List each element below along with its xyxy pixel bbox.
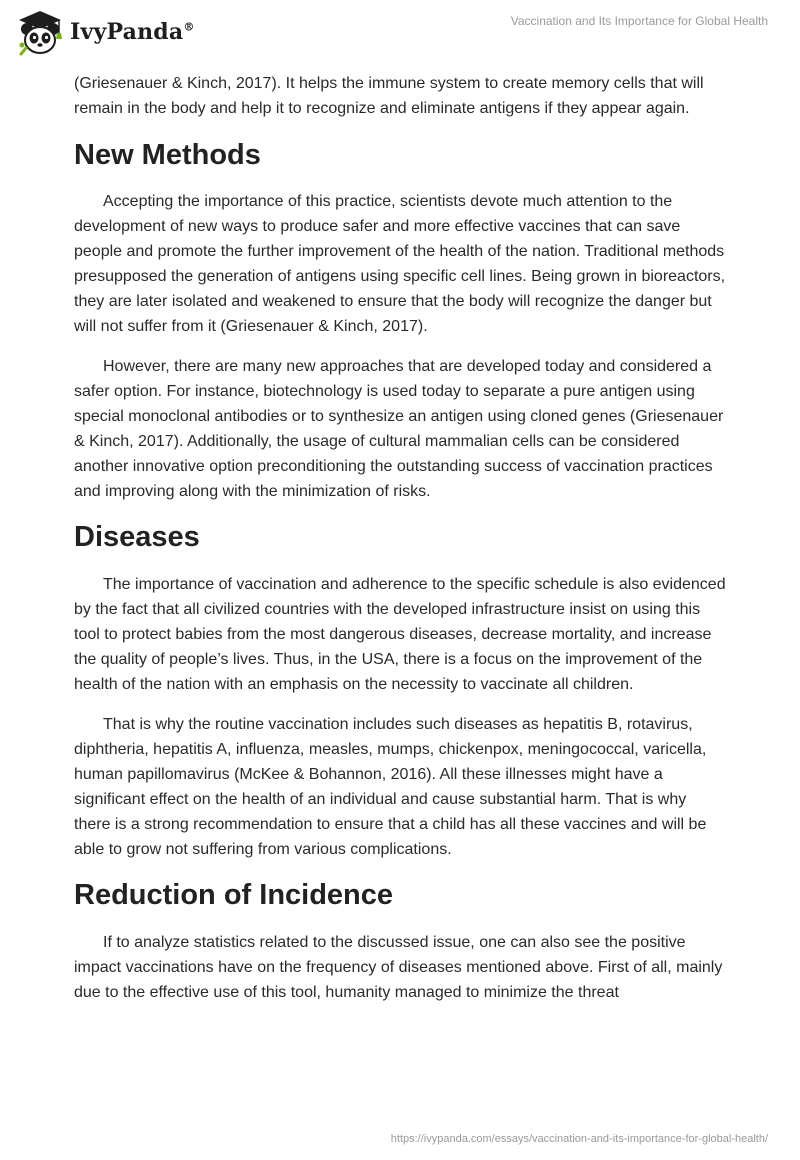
reduction-paragraph-1: If to analyze statistics related to the discussed issue, one can also see the positive impact vaccinations have on the frequency of diseases mentioned above. First of all, mainly due to the effective use of this tool, humanity managed to minimize the threat bbox=[74, 934, 723, 1001]
brand-name: IvyPanda® bbox=[70, 19, 195, 45]
source-url[interactable]: https://ivypanda.com/essays/vaccination-and-its-importance-for-global-health/ bbox=[390, 1133, 768, 1145]
intro-paragraph: (Griesenauer & Kinch, 2017). It helps the immune system to create memory cells that will remain in the body and help it to recognize and eliminate antigens if they appear again. bbox=[74, 75, 704, 117]
registered-mark: ® bbox=[183, 20, 195, 34]
diseases-paragraph-1: The importance of vaccination and adherence to the specific schedule is also evidenced by the fact that all civilized countries with the developed infrastructure insist on using this tool to protect babies from the most dangerous diseases, decrease mortality, and increase the quality of people’s lives. Thus, in the USA, there is a focus on the improvement of the health of the nation with an emphasis on the necessity to vaccinate all children. bbox=[74, 576, 726, 693]
diseases-paragraph-2: That is why the routine vaccination includes such diseases as hepatitis B, rotavirus, diphtheria, hepatitis A, influenza, measles, mumps, chickenpox, meningococcal, varicella, human papillomavirus (McKee & Bohannon, 2016). All these illnesses might have a significant effect on the health of an individual and cause substantial harm. That is why there is a strong recommendation to ensure that a child has all these vaccines and will be able to grow not suffering from various complications. bbox=[74, 716, 707, 858]
page-header bbox=[0, 0, 800, 70]
document-title: Vaccination and Its Importance for Global Health bbox=[510, 14, 768, 28]
panda-mascot-icon bbox=[14, 8, 66, 56]
section-heading-diseases: Diseases bbox=[74, 521, 200, 553]
section-heading-new-methods: New Methods bbox=[74, 139, 261, 171]
ivypanda-logo[interactable] bbox=[14, 8, 195, 56]
new-methods-paragraph-2: However, there are many new approaches that are developed today and considered a safer option. For instance, biotechnology is used today to separate a pure antigen using special monoclonal antibodies or to synthesize an antigen using cloned genes (Griesenauer & Kinch, 2017). Additionally, the usage of cultural mammalian cells can be considered another innovative option preconditioning the outstanding success of vaccination practices and improving along with the minimization of risks. bbox=[74, 358, 724, 500]
essay-body bbox=[74, 71, 726, 1019]
section-heading-reduction-of-incidence: Reduction of Incidence bbox=[74, 879, 394, 911]
new-methods-paragraph-1: Accepting the importance of this practice, scientists devote much attention to the development of new ways to produce safer and more effective vaccines that can save people and promote the further improvement of the health of the nation. Traditional methods presupposed the generation of antigens using specific cell lines. Being grown in bioreactors, they are later isolated and weakened to ensure that the body will recognize the danger but will not suffer from it (Griesenauer & Kinch, 2017). bbox=[74, 193, 726, 335]
